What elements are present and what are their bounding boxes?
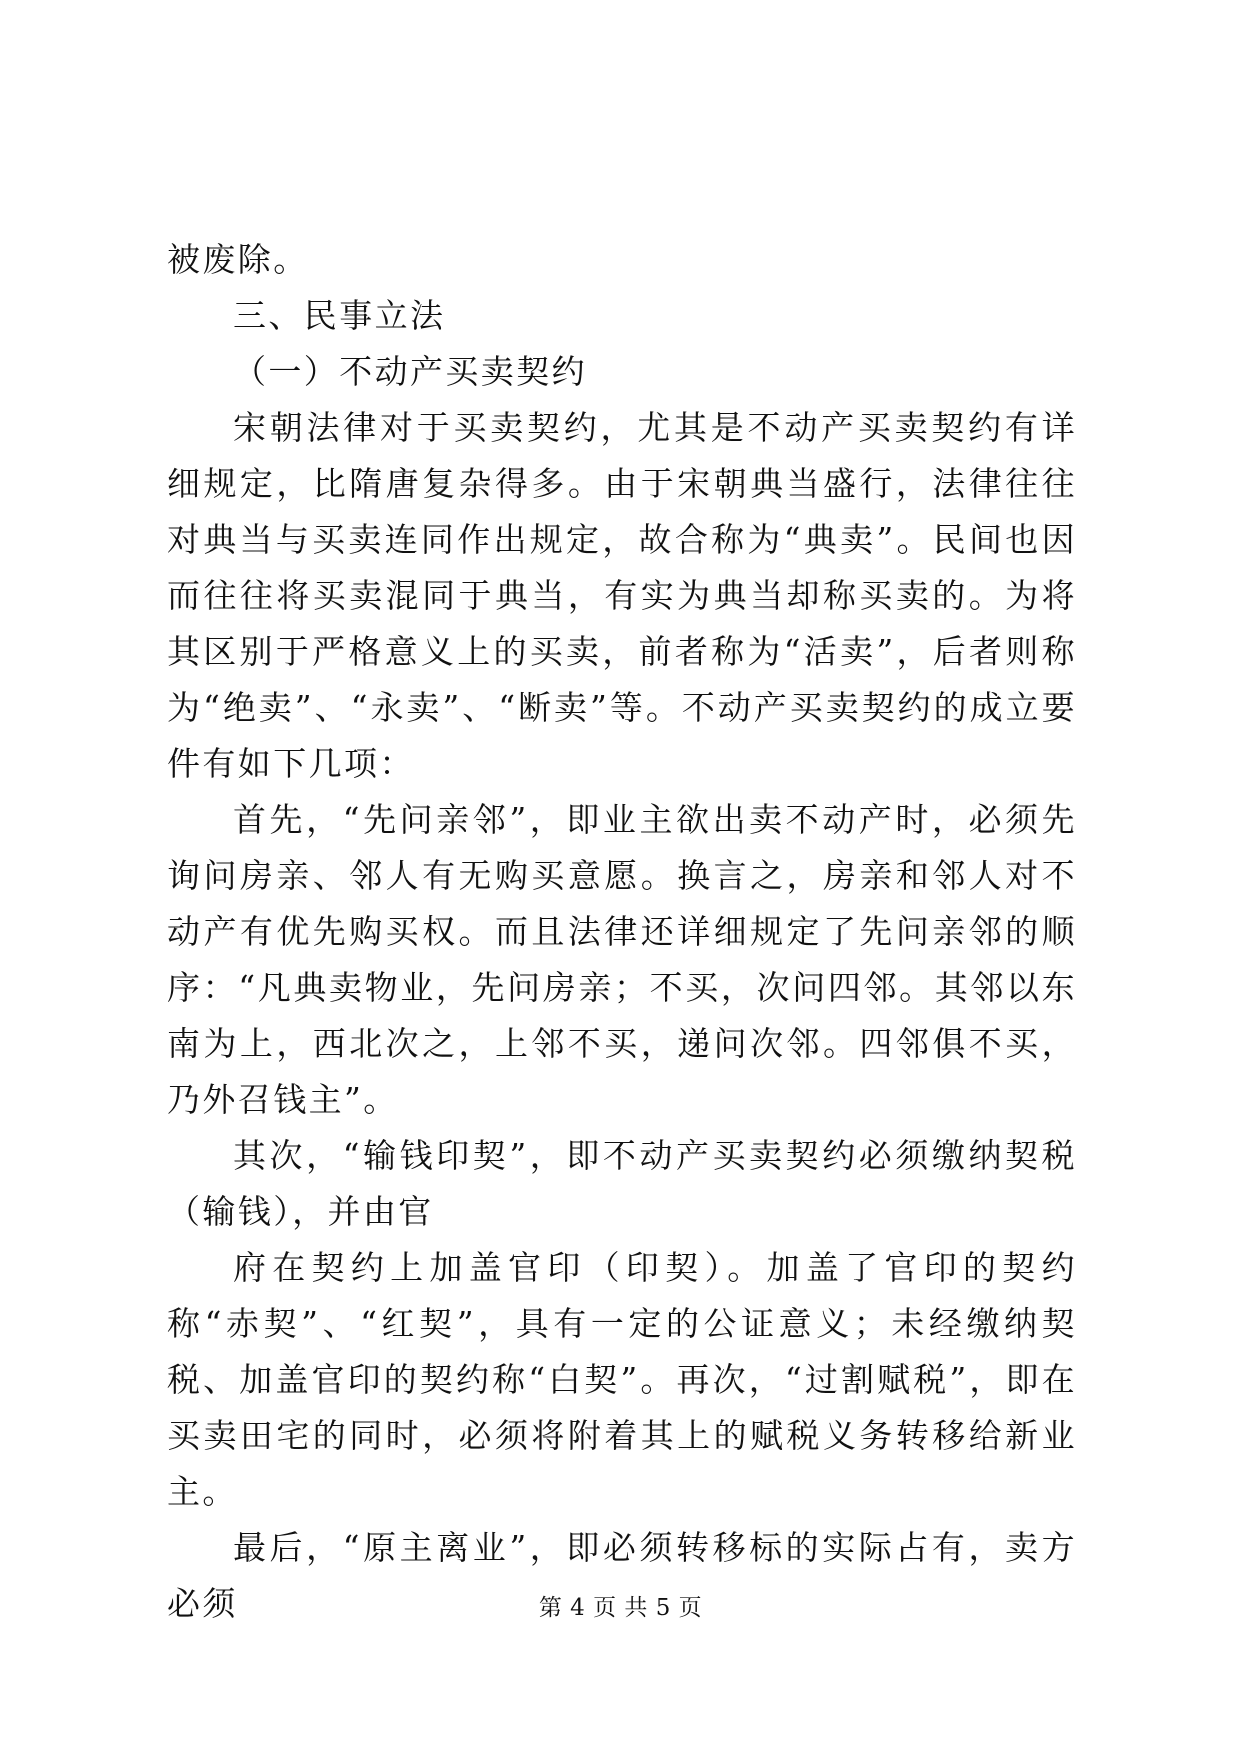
page-footer (0, 1593, 1241, 1623)
paragraph: 宋朝法律对于买卖契约，尤其是不动产买卖契约有详细规定，比隋唐复杂得多。由于宋朝典当盛行，法律往往对典当与买卖连同作出规定，故合称为“典卖”。民间也因而往往将买卖混同于典当，有实为典当却称买卖的。为将其区别于严格意义上的买卖，前者称为“活卖”，后者则称为“绝卖”、“永卖”、“断卖”等。不动产买卖契约的成立要件有如下几项： (167, 408, 1077, 783)
paragraph: 府在契约上加盖官印（印契）。加盖了官印的契约称“赤契”、“红契”，具有一定的公证意义；未经缴纳契税、加盖官印的契约称“白契”。再次，“过割赋税”，即在买卖田宅的同时，必须将附着其上的赋税义务转移给新业主。 (167, 1248, 1077, 1511)
section-heading: 三、民事立法 (233, 296, 446, 335)
subsection-heading: （一）不动产买卖契约 (233, 352, 587, 391)
paragraph: 最后，“原主离业”，即必须转移标的实际占有，卖方必须 (167, 1528, 1077, 1623)
paragraph: 其次，“输钱印契”，即不动产买卖契约必须缴纳契税（输钱），并由官 (167, 1136, 1077, 1231)
paragraph: 首先，“先问亲邻”，即业主欲出卖不动产时，必须先询问房亲、邻人有无购买意愿。换言之，房亲和邻人对不动产有优先购买权。而且法律还详细规定了先问亲邻的顺序：“凡典卖物业，先问房亲；不买，次问四邻。其邻以东南为上，西北次之，上邻不买，递问次邻。四邻俱不买，乃外召钱主”。 (167, 800, 1077, 1119)
paragraph-continuation: 被废除。 (167, 240, 309, 279)
body-text (167, 232, 1077, 1632)
page-number: 第 4 页 共 5 页 (538, 1595, 703, 1621)
